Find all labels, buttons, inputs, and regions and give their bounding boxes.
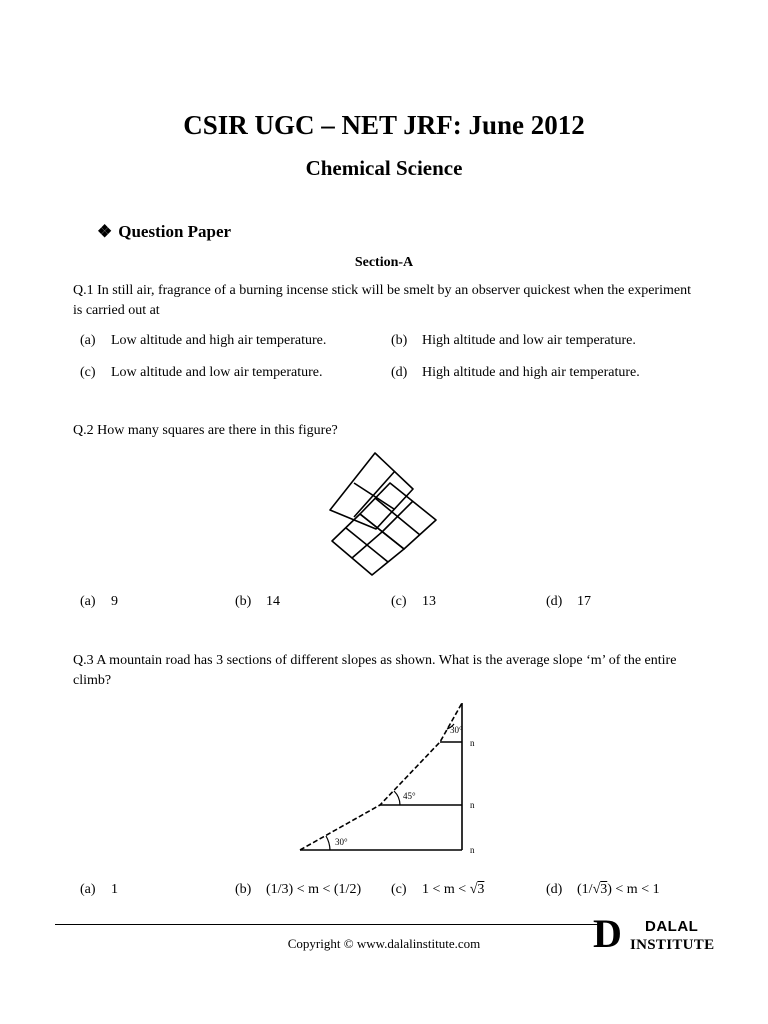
option-text: High altitude and high air temperature. — [422, 365, 640, 380]
option-label: (c) — [80, 365, 96, 380]
option-text: 9 — [111, 594, 118, 609]
q1-text-line1: Q.1 In still air, fragrance of a burning incense stick will be smelt by an observer quickest when the experiment — [73, 283, 691, 298]
q2-option-b — [235, 594, 280, 610]
angle-arc-mid — [394, 791, 400, 805]
q1-text-line2: is carried out at — [73, 303, 160, 318]
option-label: (a) — [80, 594, 96, 609]
option-label: (d) — [546, 882, 563, 897]
option-label: (d) — [546, 594, 563, 609]
question-paper-label: Question Paper — [118, 222, 232, 241]
sqrt-icon: √ — [469, 882, 478, 897]
side-label-mid: n — [470, 800, 475, 810]
option-label: (b) — [235, 882, 252, 897]
q1-option-d — [391, 365, 640, 381]
angle-mid-label: 45° — [403, 791, 416, 801]
footer-divider — [55, 924, 600, 925]
dalal-logo-icon: D — [593, 911, 622, 956]
figure-line — [354, 483, 394, 509]
side-label-bottom: n — [470, 845, 475, 855]
diamond-bullet-icon: ❖ — [97, 222, 113, 241]
q2-text: Q.2 How many squares are there in this figure? — [73, 423, 338, 438]
option-label: (a) — [80, 333, 96, 348]
angle-bottom-label: 30° — [335, 837, 348, 847]
option-text: High altitude and low air temperature. — [422, 333, 636, 348]
side-label-top: n — [470, 738, 475, 748]
squares-figure — [320, 445, 450, 585]
question-paper-heading — [97, 222, 231, 242]
option-label: (a) — [80, 882, 96, 897]
q1-option-b — [391, 333, 636, 349]
q1-option-c — [80, 365, 322, 381]
mountain-road-figure — [290, 695, 490, 860]
section-heading: Section-A — [354, 255, 414, 270]
road-slope-line — [300, 703, 462, 850]
option-text: 14 — [266, 594, 280, 609]
q3-text-line2: climb? — [73, 673, 112, 688]
option-label: (b) — [391, 333, 408, 348]
q3-option-a — [80, 882, 118, 898]
option-text: 1 — [111, 882, 118, 897]
option-label: (d) — [391, 365, 408, 380]
option-text: 13 — [422, 594, 436, 609]
option-label: (c) — [391, 882, 407, 897]
option-text: Low altitude and low air temperature. — [111, 365, 323, 380]
option-label: (c) — [391, 594, 407, 609]
option-text: 17 — [577, 594, 591, 609]
q2-option-c — [391, 594, 436, 610]
option-text: (1/√3) < m < 1 — [577, 882, 660, 897]
q3-option-d — [546, 882, 660, 898]
q3-text-line1: Q.3 A mountain road has 3 sections of different slopes as shown. What is the average slope ‘m’ of the entire — [73, 653, 677, 668]
logo-text-dalal: DALAL — [645, 918, 699, 935]
page-subtitle: Chemical Science — [305, 156, 463, 180]
q3-option-c — [391, 882, 484, 898]
q2-option-d — [546, 594, 591, 610]
angle-top-label: 30° — [450, 725, 463, 735]
figure-line — [375, 498, 420, 535]
option-label: (b) — [235, 594, 252, 609]
sqrt-icon: √ — [592, 882, 601, 897]
page-title: CSIR UGC – NET JRF: June 2012 — [183, 110, 585, 140]
logo-text-institute: INSTITUTE — [630, 937, 715, 953]
option-text: 1 < m < √3 — [422, 882, 485, 897]
q3-option-b — [235, 882, 361, 898]
option-text: Low altitude and high air temperature. — [111, 333, 327, 348]
q2-option-a — [80, 594, 118, 610]
option-text: (1/3) < m < (1/2) — [266, 882, 362, 897]
copyright-text: Copyright © www.dalalinstitute.com — [287, 936, 481, 951]
q1-option-a — [80, 333, 326, 349]
angle-arc-bottom — [326, 836, 330, 850]
